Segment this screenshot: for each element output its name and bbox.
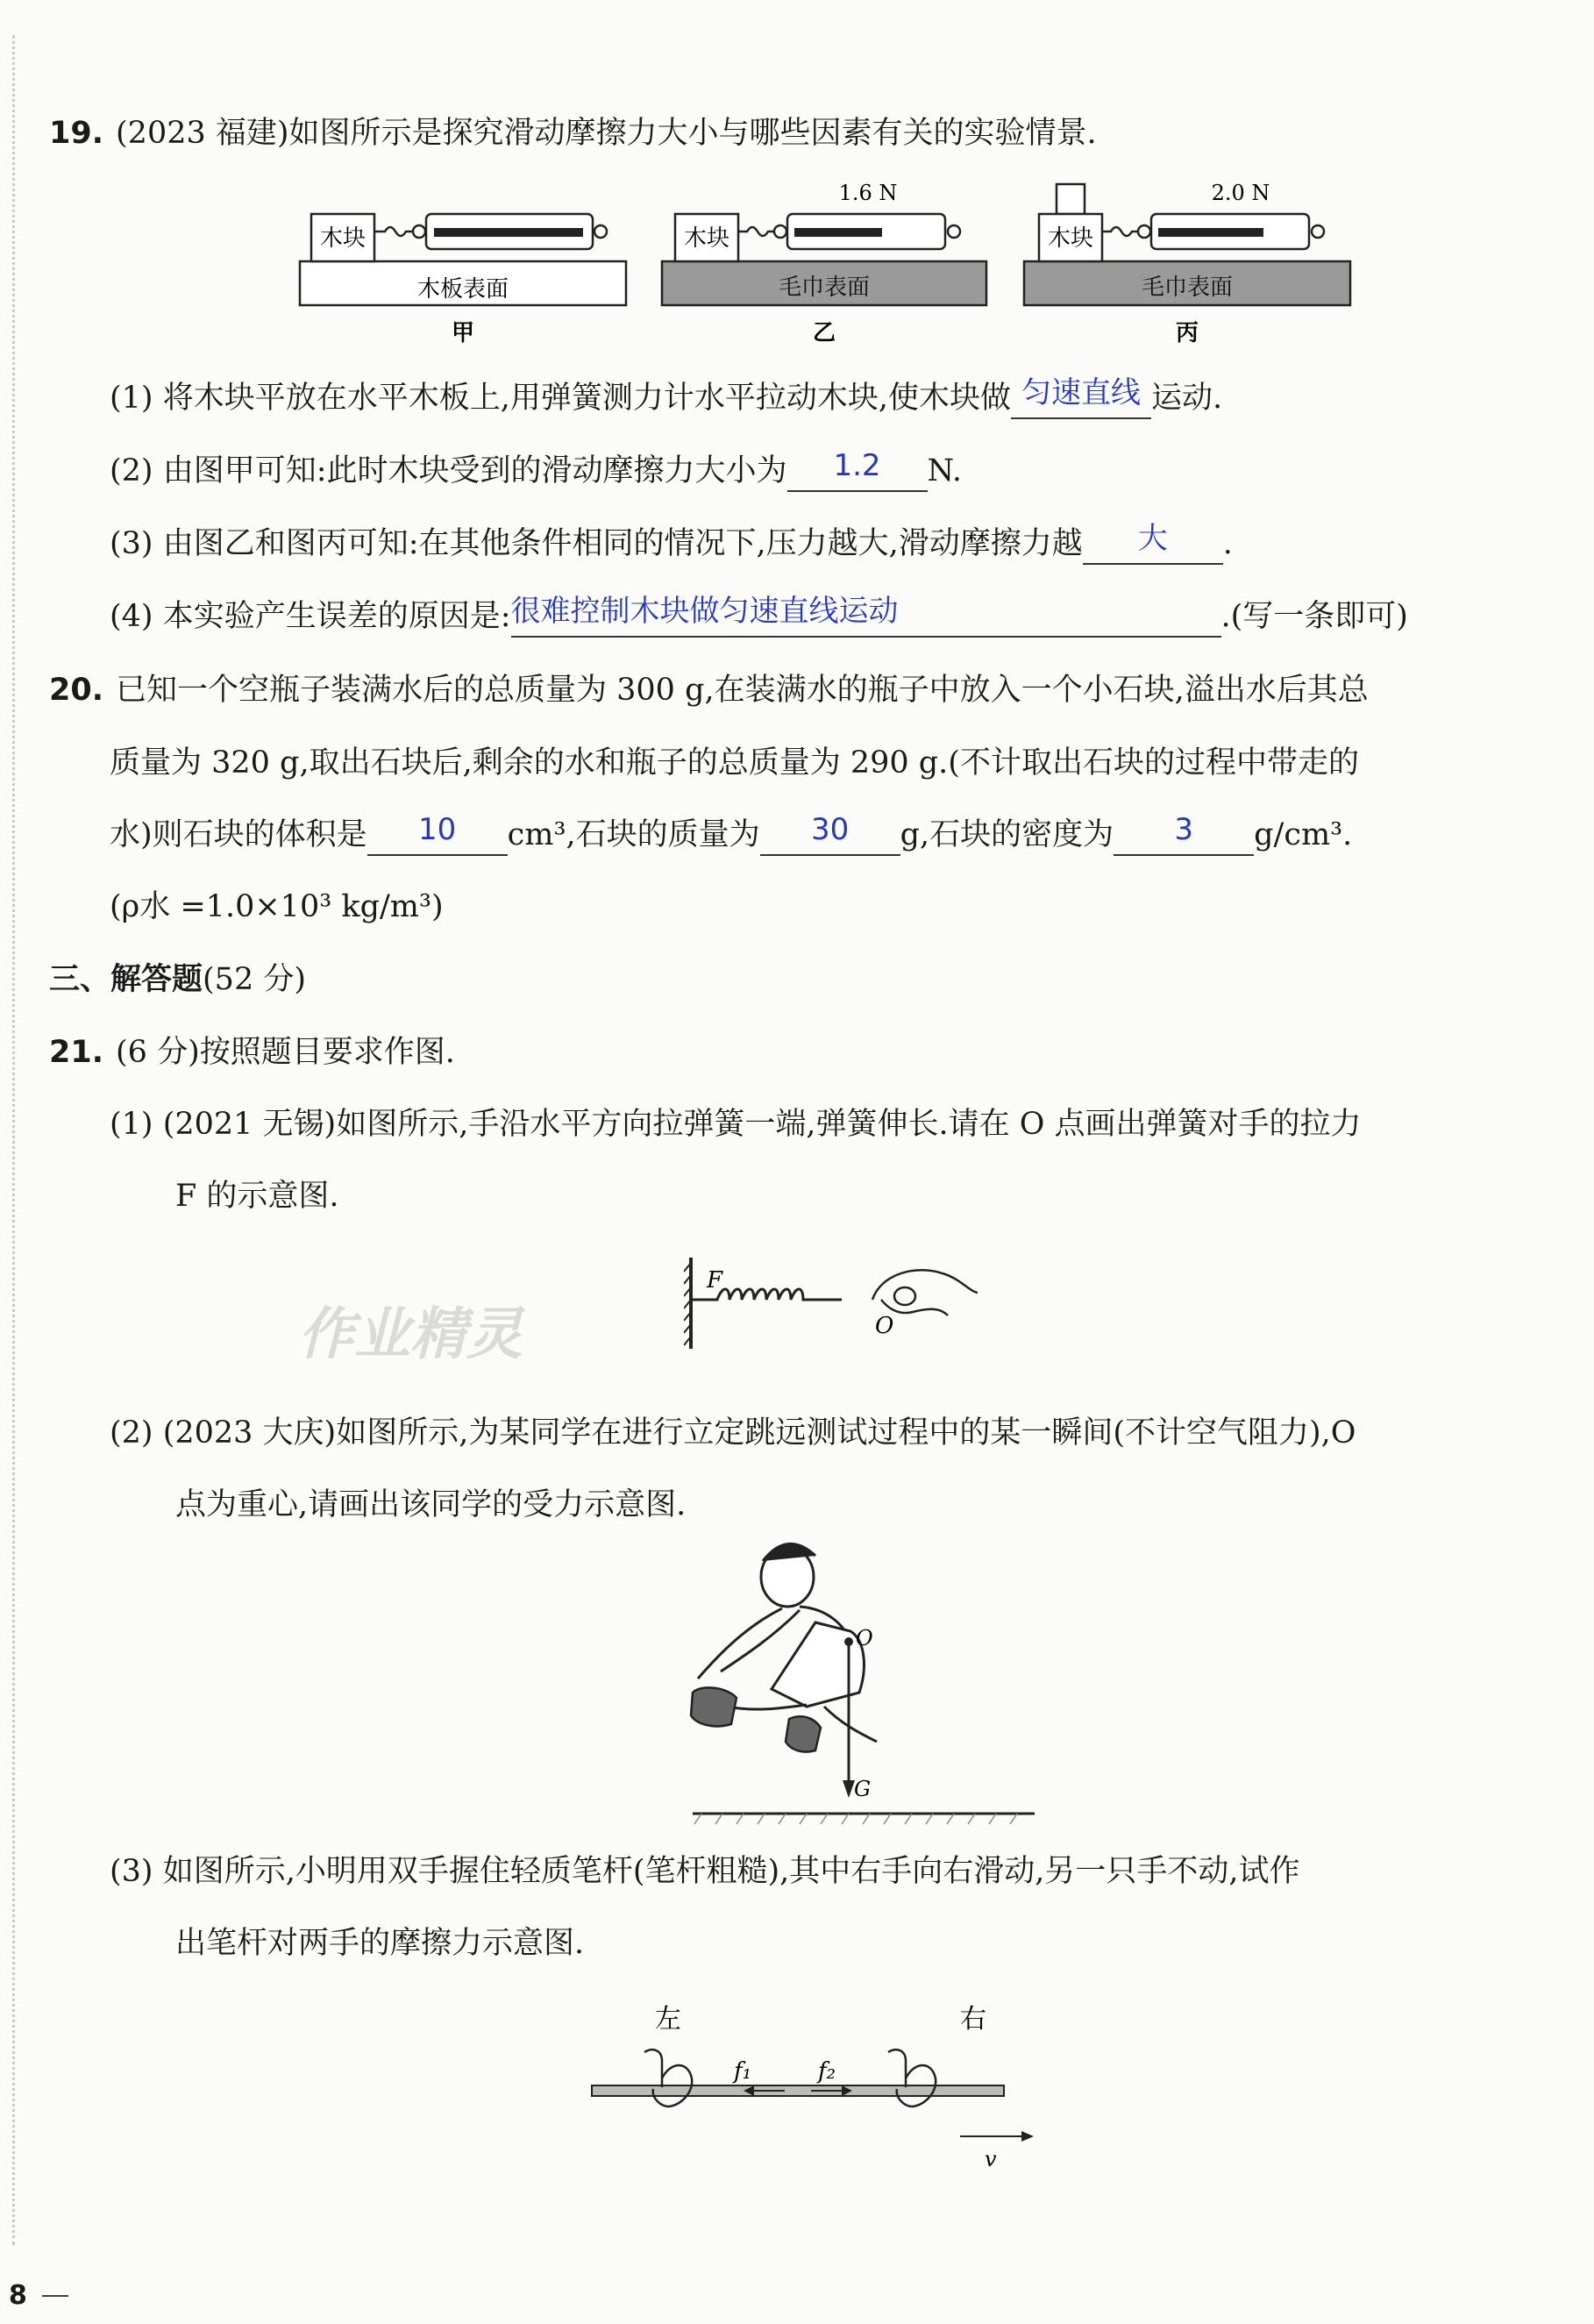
label-f: F: [707, 1267, 723, 1294]
surface-label-jia: 木板表面: [416, 276, 509, 303]
force-reading-bing: 2.0 N: [1211, 181, 1270, 205]
label-left: 左: [655, 2004, 681, 2035]
caption-yi: 乙: [812, 320, 836, 346]
answer-blank-volume[interactable]: 10: [367, 819, 508, 856]
label-v: v: [985, 2147, 997, 2171]
q19-part3: (3) 由图乙和图丙可知:在其他条件相同的情况下,压力越大,滑动摩擦力越 大 .: [110, 523, 1233, 565]
q21-part1-line2: F 的示意图.: [175, 1179, 339, 1214]
q21-part1-line1: (1) (2021 无锡)如图所示,手沿水平方向拉弹簧一端,弹簧伸长.请在 O 点画出弹簧对手的拉力: [110, 1107, 1362, 1142]
q21-part2-line2: 点为重心,请画出该同学的受力示意图.: [175, 1487, 687, 1522]
figure-jia: [300, 214, 626, 346]
q20-line3: 水)则石块的体积是 10 cm³,石块的质量为 30 g,石块的密度为 3 g/cm³.: [110, 814, 1352, 856]
answer-blank-2[interactable]: 1.2: [787, 455, 928, 492]
label-g: G: [854, 1777, 872, 1801]
pen-rod-figure: [583, 1991, 1048, 2175]
block-label-bing: 木块: [1047, 225, 1094, 252]
surface-label-yi: 毛巾表面: [778, 274, 871, 301]
answer-blank-3[interactable]: 大: [1083, 528, 1223, 565]
q21-part3-line1: (3) 如图所示,小明用双手握住轻质笔杆(笔杆粗糙),其中右手向右滑动,另一只手不动,试作: [110, 1854, 1300, 1889]
q19-part4: (4) 本实验产生误差的原因是: 很难控制木块做匀速直线运动 .(写一条即可): [110, 595, 1408, 638]
answer-blank-density[interactable]: 3: [1114, 819, 1254, 856]
answer-blank-1[interactable]: 匀速直线: [1011, 382, 1151, 419]
caption-bing: 丙: [1175, 320, 1199, 346]
section-title: 三、解答题(52 分): [49, 962, 306, 997]
q20-line2: 质量为 320 g,取出石块后,剩余的水和瓶子的总质量为 290 g.(不计取出石块的过程中带走的: [110, 745, 1359, 781]
label-f2: f₂: [818, 2058, 836, 2085]
answer-blank-4[interactable]: 很难控制木块做匀速直线运动: [511, 601, 1221, 638]
block-label-yi: 木块: [683, 225, 730, 252]
surface-label-bing: 毛巾表面: [1141, 274, 1234, 301]
q19-stem: 19. (2023 福建)如图所示是探究滑动摩擦力大小与哪些因素有关的实验情景.: [49, 116, 1097, 151]
label-right: 右: [960, 2004, 986, 2035]
binding-margin: [12, 35, 15, 2245]
q20-line4: (ρ水 =1.0×10³ kg/m³): [110, 889, 444, 924]
figure-bing: [1024, 181, 1350, 346]
q20-line1: 20. 已知一个空瓶子装满水后的总质量为 300 g,在装满水的瓶子中放入一个小石块,溢出水后其总: [49, 673, 1369, 708]
q21-part2-line1: (2) (2023 大庆)如图所示,为某同学在进行立定跳远测试过程中的某一瞬间(不计空气阻力),O: [110, 1415, 1356, 1451]
label-f1: f₁: [734, 2058, 752, 2085]
force-reading-yi: 1.6 N: [838, 181, 898, 205]
watermark: 作业精灵: [298, 1302, 523, 1367]
label-o: O: [875, 1313, 894, 1339]
q21-part3-line2: 出笔杆对两手的摩擦力示意图.: [175, 1926, 585, 1961]
answer-blank-mass[interactable]: 30: [760, 819, 900, 856]
q19-part1: (1) 将木块平放在水平木板上,用弹簧测力计水平拉动木块,使木块做 匀速直线 运动.: [110, 377, 1222, 419]
q19-figure: [289, 174, 1368, 349]
q19-part2: (2) 由图甲可知:此时木块受到的滑动摩擦力大小为 1.2 N.: [110, 450, 962, 492]
long-jump-figure: [684, 1535, 1043, 1829]
block-label-jia: 木块: [319, 225, 366, 252]
spring-hand-figure: [684, 1245, 982, 1359]
caption-jia: 甲: [451, 320, 475, 346]
q21-stem: 21. (6 分)按照题目要求作图.: [49, 1035, 455, 1070]
label-o-center: O: [856, 1626, 873, 1650]
figure-yi: [662, 181, 986, 346]
page-number-dash: [42, 2295, 68, 2297]
page-number: 8: [9, 2280, 27, 2311]
